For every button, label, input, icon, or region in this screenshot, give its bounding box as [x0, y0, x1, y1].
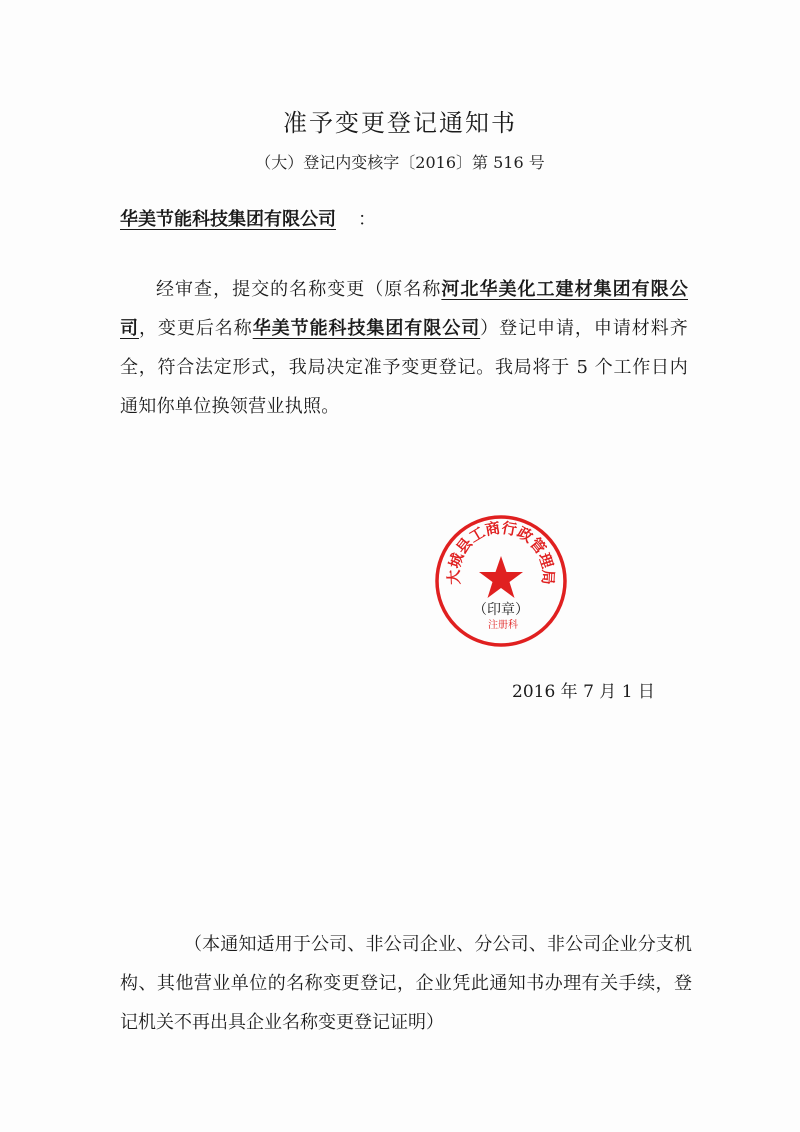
addressee-line	[120, 205, 376, 231]
body-text-part2: ，变更后名称	[138, 318, 253, 339]
document-number: （大）登记内变核字〔2016〕第 516 号	[255, 153, 545, 172]
seal-ring-text-path: 大城县工商行政管理局	[444, 518, 558, 586]
seal-inner-text: 注册科	[488, 620, 518, 631]
footnote: （本通知适用于公司、非公司企业、分公司、非公司企业分支机构、其他营业单位的名称变更登记，企业凭此通知书办理有关手续，登记机关不再出具企业名称变更登记证明）	[120, 934, 692, 1033]
body-paragraph	[120, 270, 688, 426]
original-company-name: 河北华美化工建材集团有限公司	[120, 279, 688, 339]
new-company-name: 华美节能科技集团有限公司	[252, 318, 481, 339]
body-text-part3: ）登记申请，申请材料齐全，符合法定形式，我局决定准予变更登记。我局将于 5 个工作日内通知你单位换领营业执照。	[120, 318, 688, 417]
addressee-colon: ：	[358, 209, 376, 230]
addressee-company: 华美节能科技集团有限公司	[120, 209, 336, 230]
official-seal	[432, 512, 570, 650]
document-title: 准予变更登记通知书	[283, 109, 517, 137]
seal-star-icon	[479, 556, 523, 598]
body-text-part1: 经审查，提交的名称变更（原名称	[156, 279, 442, 300]
issue-date: 2016 年 7 月 1 日	[512, 682, 655, 702]
seal-label: （印章）	[473, 602, 529, 618]
